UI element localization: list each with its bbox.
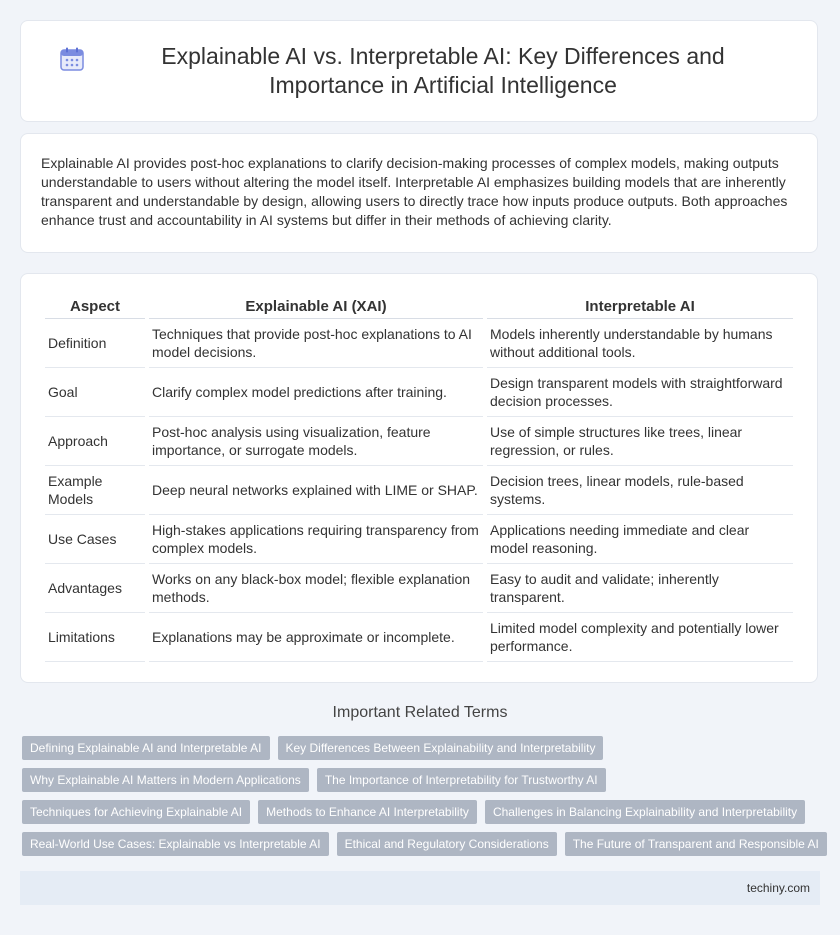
interpretable-cell: Models inherently understandable by humans without additional tools. (487, 319, 793, 368)
interpretable-cell: Limited model complexity and potentially lower performance. (487, 613, 793, 662)
explainable-cell: Post-hoc analysis using visualization, feature importance, or surrogate models. (149, 417, 483, 466)
tag-row (22, 736, 822, 760)
related-term-link[interactable]: Defining Explainable AI and Interpretable AI (22, 736, 270, 760)
explainable-cell: Techniques that provide post-hoc explanations to AI model decisions. (149, 319, 483, 368)
interpretable-cell: Applications needing immediate and clear model reasoning. (487, 515, 793, 564)
table-row (45, 368, 793, 417)
tag-row (22, 832, 822, 856)
related-term-link[interactable]: Methods to Enhance AI Interpretability (258, 800, 477, 824)
interpretable-cell: Decision trees, linear models, rule-based systems. (487, 466, 793, 515)
aspect-cell: Goal (45, 368, 145, 417)
aspect-cell: Definition (45, 319, 145, 368)
calendar-icon (59, 46, 85, 72)
header-aspect: Aspect (45, 294, 145, 319)
related-term-link[interactable]: The Importance of Interpretability for Trustworthy AI (317, 768, 606, 792)
table-row (45, 319, 793, 368)
tag-row (22, 768, 822, 792)
interpretable-cell: Use of simple structures like trees, linear regression, or rules. (487, 417, 793, 466)
title-wrap (59, 42, 779, 100)
title-card (20, 20, 818, 122)
comparison-card (20, 273, 818, 683)
explainable-cell: Explanations may be approximate or incomplete. (149, 613, 483, 662)
intro-paragraph: Explainable AI provides post-hoc explanations to clarify decision-making processes of complex models, making outputs understandable to users without altering the model itself. Interpretable AI emphasizes building models that are inherently transparent and understandable by design, allowing users to directly trace how inputs produce outputs. Both approaches enhance trust and accountability in AI systems but differ in their methods of achieving clarity. (41, 155, 788, 228)
aspect-cell: Approach (45, 417, 145, 466)
page-title: Explainable AI vs. Interpretable AI: Key Differences and Importance in Artificial Intelligence (161, 43, 725, 98)
aspect-cell: Advantages (45, 564, 145, 613)
interpretable-cell: Design transparent models with straightforward decision processes. (487, 368, 793, 417)
table-header-row (45, 294, 793, 319)
header-explainable-ai: Explainable AI (XAI) (149, 294, 483, 319)
aspect-cell: Example Models (45, 466, 145, 515)
aspect-cell: Limitations (45, 613, 145, 662)
related-term-link[interactable]: Challenges in Balancing Explainability and Interpretability (485, 800, 805, 824)
related-terms-list (22, 736, 822, 864)
related-term-link[interactable]: Ethical and Regulatory Considerations (337, 832, 557, 856)
tag-row (22, 800, 822, 824)
footer-brand[interactable]: techiny.com (746, 881, 810, 895)
related-terms-heading: Important Related Terms (332, 704, 508, 721)
explainable-cell: Works on any black-box model; flexible explanation methods. (149, 564, 483, 613)
aspect-cell: Use Cases (45, 515, 145, 564)
explainable-cell: Clarify complex model predictions after training. (149, 368, 483, 417)
table-row (45, 564, 793, 613)
table-row (45, 613, 793, 662)
intro-card (20, 133, 818, 253)
related-term-link[interactable]: The Future of Transparent and Responsible AI (565, 832, 827, 856)
related-term-link[interactable]: Key Differences Between Explainability and Interpretability (278, 736, 604, 760)
footer (20, 871, 820, 905)
related-term-link[interactable]: Techniques for Achieving Explainable AI (22, 800, 250, 824)
table-row (45, 466, 793, 515)
related-term-link[interactable]: Why Explainable AI Matters in Modern Applications (22, 768, 309, 792)
comparison-table (41, 294, 797, 662)
explainable-cell: Deep neural networks explained with LIME or SHAP. (149, 466, 483, 515)
explainable-cell: High-stakes applications requiring transparency from complex models. (149, 515, 483, 564)
table-row (45, 417, 793, 466)
table-row (45, 515, 793, 564)
related-term-link[interactable]: Real-World Use Cases: Explainable vs Interpretable AI (22, 832, 329, 856)
header-interpretable-ai: Interpretable AI (487, 294, 793, 319)
interpretable-cell: Easy to audit and validate; inherently transparent. (487, 564, 793, 613)
